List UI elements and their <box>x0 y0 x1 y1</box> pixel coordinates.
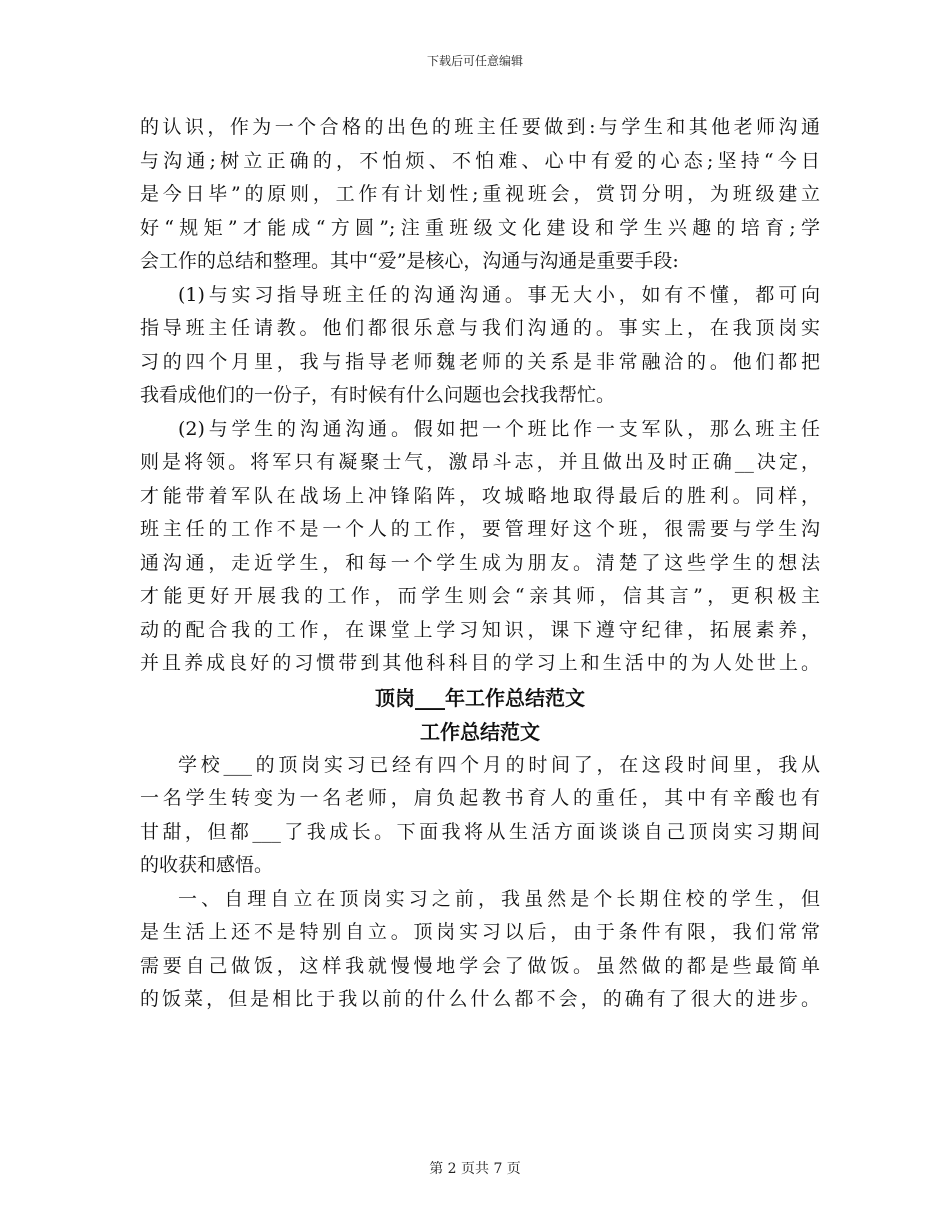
text-line: 才能带着军队在战场上冲锋陷阵，攻城略地取得最后的胜利。同样， <box>140 484 820 507</box>
text-line: 是今日毕”的原则，工作有计划性;重视班会，赏罚分明，为班级建立 <box>140 183 820 205</box>
section-subtitle: 工作总结范文 <box>420 719 540 744</box>
text-line: 好“规矩”才能成“方圆”;注重班级文化建设和学生兴趣的培育;学 <box>140 216 820 239</box>
text-line: 一名学生转变为一名老师，肩负起教书育人的重任，其中有辛酸也有 <box>140 787 820 809</box>
text-line: 班主任的工作不是一个人的工作，要管理好这个班，很需要与学生沟 <box>140 518 820 540</box>
paragraph-1 <box>140 111 820 279</box>
text-line: 的饭菜，但是相比于我以前的什么什么都不会，的确有了很大的进步。 <box>140 988 820 1010</box>
text-line: 通沟通，走近学生，和每一个学生成为朋友。清楚了这些学生的想法 <box>140 551 820 574</box>
text-line: 动的配合我的工作，在课堂上学习知识，课下遵守纪律，拓展素养， <box>140 618 820 641</box>
paragraph-3 <box>140 413 820 681</box>
page-header: 下载后可任意编辑 <box>426 54 523 68</box>
text-line: 的认识，作为一个合格的出色的班主任要做到:与学生和其他老师沟通 <box>140 116 820 138</box>
section-title: 顶岗___年工作总结范文 <box>375 685 585 710</box>
document-body <box>140 111 820 1017</box>
text-line: 会工作的总结和整理。其中“爱”是核心，沟通与沟通是重要手段: <box>140 250 679 272</box>
text-line: 指导班主任请教。他们都很乐意与我们沟通的。事实上，在我顶岗实 <box>140 317 820 339</box>
text-line: 才能更好开展我的工作，而学生则会“亲其师，信其言”，更积极主 <box>140 585 820 607</box>
paragraph-2 <box>140 279 820 413</box>
text-line: 我看成他们的一份子，有时候有什么问题也会找我帮忙。 <box>140 384 616 406</box>
text-line: (1)与实习指导班主任的沟通沟通。事无大小，如有不懂，都可向 <box>178 283 820 306</box>
text-line: 学校___的顶岗实习已经有四个月的时间了，在这段时间里，我从 <box>178 753 820 776</box>
text-line: 与沟通;树立正确的，不怕烦、不怕难、心中有爱的心态;坚持“今日 <box>140 149 820 172</box>
text-line: 并且养成良好的习惯带到其他科科目的学习上和生活中的为人处世上。 <box>140 652 820 674</box>
page-footer: 第 2 页共 7 页 <box>429 1161 521 1177</box>
paragraph-4 <box>140 749 820 883</box>
text-line: 一、自理自立在顶岗实习之前，我虽然是个长期住校的学生，但 <box>178 887 820 910</box>
text-line: 习的四个月里，我与指导老师魏老师的关系是非常融洽的。他们都把 <box>140 350 820 373</box>
text-line: 甘甜，但都___了我成长。下面我将从生活方面谈谈自己顶岗实习期间 <box>140 820 820 843</box>
text-line: (2)与学生的沟通沟通。假如把一个班比作一支军队，那么班主任 <box>178 417 820 440</box>
text-line: 则是将领。将军只有凝聚士气，激昂斗志，并且做出及时正确__决定， <box>140 451 820 473</box>
paragraph-5 <box>140 883 820 1017</box>
text-line: 需要自己做饭，这样我就慢慢地学会了做饭。虽然做的都是些最简单 <box>140 954 820 977</box>
text-line: 的收获和感悟。 <box>140 854 274 876</box>
text-line: 是生活上还不是特别自立。顶岗实习以后，由于条件有限，我们常常 <box>140 921 820 943</box>
